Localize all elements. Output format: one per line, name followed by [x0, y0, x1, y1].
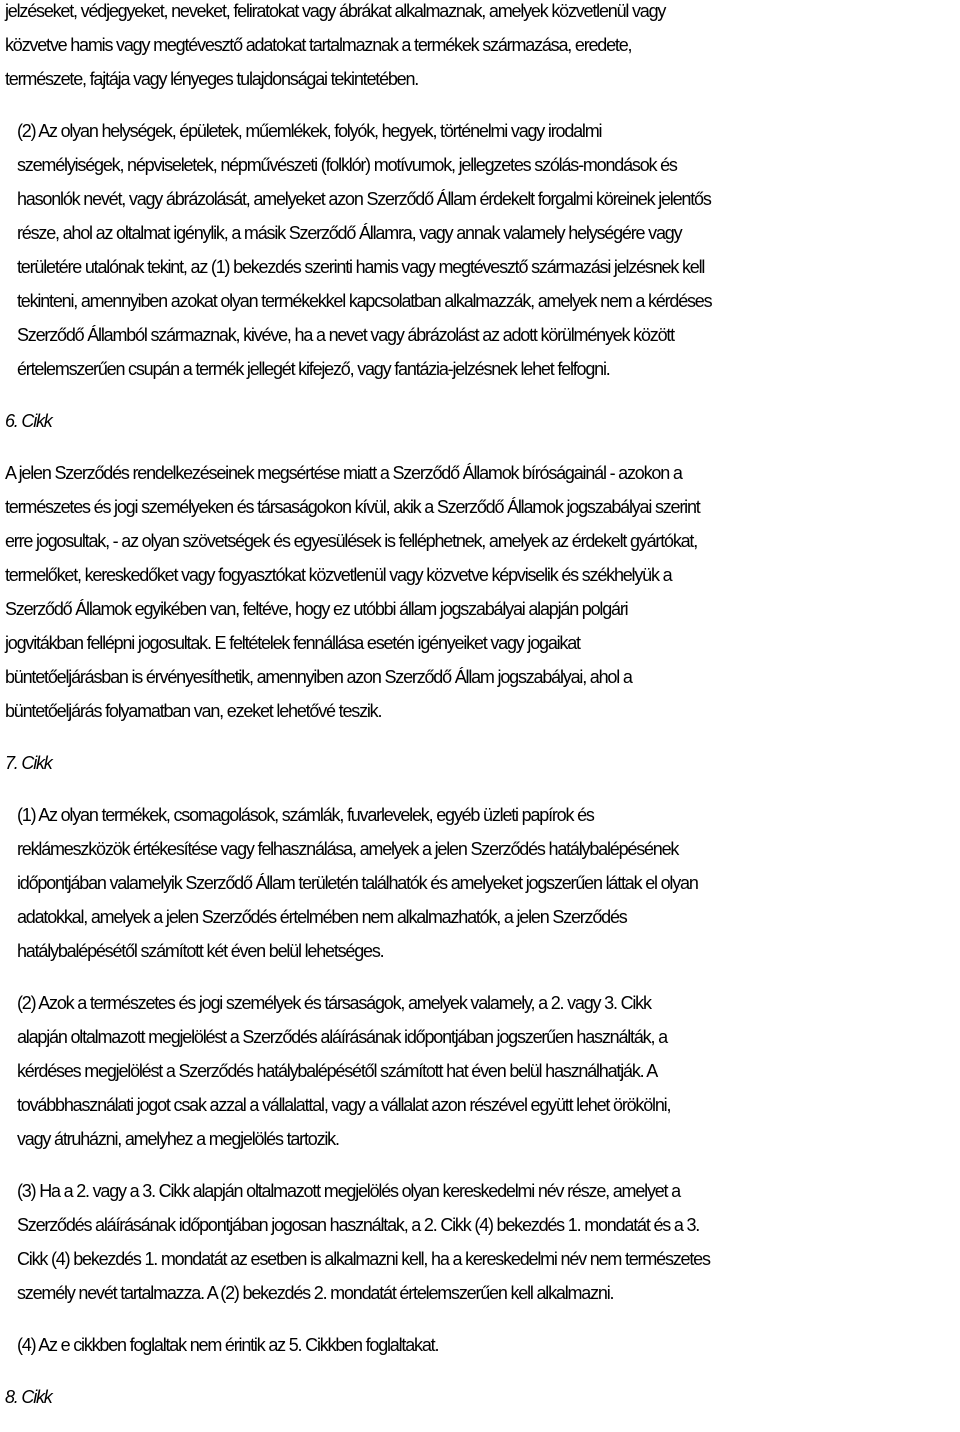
text-line: Szerződő Államból származnak, kivéve, ha a nevet vagy ábrázolást az adott körülmények között: [17, 325, 674, 345]
text-line: adatokkal, amelyek a jelen Szerződés értelmében nem alkalmazhatók, a jelen Szerződés: [17, 907, 627, 927]
text-line: A jelen Szerződés rendelkezéseinek megsértése miatt a Szerződő Államok bíróságainál - azokon a: [5, 463, 682, 483]
text-line: területére utalónak tekint, az (1) bekezdés szerinti hamis vagy megtévesztő származási jelzésnek kell: [17, 257, 705, 277]
text-line: személy nevét tartalmazza. A (2) bekezdés 2. mondatát értelemszerűen kell alkalmazni.: [17, 1283, 614, 1303]
text-line: reklámeszközök értékesítése vagy felhasználása, amelyek a jelen Szerződés hatálybalépésének: [17, 839, 679, 859]
text-line: időpontjában valamelyik Szerződő Állam területén találhatók és amelyeket jogszerűen láttak el olyan: [17, 873, 698, 893]
text-line: jelzéseket, védjegyeket, neveket, feliratokat vagy ábrákat alkalmaznak, amelyek közvetlenül vagy: [5, 1, 666, 21]
text-line: (1) Az olyan termékek, csomagolások, számlák, fuvarlevelek, egyéb üzleti papírok és: [17, 805, 594, 825]
text-line: 7. Cikk: [5, 753, 52, 773]
text-line: Szerződő Államok egyikében van, feltéve, hogy ez utóbbi állam jogszabályai alapján polgári: [5, 599, 628, 619]
text-line: személyiségek, népviseletek, népművészeti (folklór) motívumok, jellegzetes szólás-mondások és: [17, 155, 677, 175]
text-line: jogvitákban fellépni jogosultak. E feltételek fennállása esetén igényeiket vagy jogaikat: [5, 633, 580, 653]
text-line: része, ahol az oltalmat igénylik, a másik Szerződő Államra, vagy annak valamely helységére vagy: [17, 223, 682, 243]
article-heading: [5, 1380, 957, 1414]
text-line: természete, fajtája vagy lényeges tulajdonságai tekintetében.: [5, 69, 419, 89]
text-line: büntetőeljárásban is érvényesíthetik, amennyiben azon Szerződő Állam jogszabályai, ahol a: [5, 667, 632, 687]
text-line: értelemszerűen csupán a termék jellegét kifejező, vagy fantázia-jelzésnek lehet felfogni.: [17, 359, 610, 379]
text-line: büntetőeljárás folyamatban van, ezeket lehetővé teszik.: [5, 701, 382, 721]
text-line: erre jogosultak, - az olyan szövetségek és egyesülések is felléphetnek, amelyek az érdekelt gyártókat,: [5, 531, 698, 551]
paragraph: [5, 114, 957, 386]
text-line: természetes és jogi személyeken és társaságokon kívül, akik a Szerződő Államok jogszabályai szerint: [5, 497, 700, 517]
paragraph: [5, 798, 957, 968]
text-line: Szerződés aláírásának időpontjában jogosan használtak, a 2. Cikk (4) bekezdés 1. mondatát és a 3.: [17, 1215, 700, 1235]
article-heading: [5, 404, 957, 438]
paragraph: [5, 456, 957, 728]
text-line: közvetve hamis vagy megtévesztő adatokat tartalmaznak a termékek származása, eredete,: [5, 35, 632, 55]
text-line: vagy átruházni, amelyhez a megjelölés tartozik.: [17, 1129, 339, 1149]
text-line: (2) Az olyan helységek, épületek, műemlékek, folyók, hegyek, történelmi vagy irodalmi: [17, 121, 602, 141]
text-line: 6. Cikk: [5, 411, 52, 431]
text-line: termelőket, kereskedőket vagy fogyasztókat közvetlenül vagy közvetve képviselik és székhelyük a: [5, 565, 672, 585]
text-line: kérdéses megjelölést a Szerződés hatálybalépésétől számított hat éven belül használhatják. A: [17, 1061, 658, 1081]
text-line: Cikk (4) bekezdés 1. mondatát az esetben is alkalmazni kell, ha a kereskedelmi név nem természetes: [17, 1249, 710, 1269]
paragraph: [5, 986, 957, 1156]
paragraph: [5, 1328, 957, 1362]
text-line: hasonlók nevét, vagy ábrázolását, amelyeket azon Szerződő Állam érdekelt forgalmi köreinek jelentős: [17, 189, 711, 209]
text-line: (4) Az e cikkben foglaltak nem érintik az 5. Cikkben foglaltakat.: [17, 1335, 439, 1355]
paragraph: [5, 1174, 957, 1310]
text-line: alapján oltalmazott megjelölést a Szerződés aláírásának időpontjában jogszerűen használták, a: [17, 1027, 667, 1047]
text-line: (2) Azok a természetes és jogi személyek és társaságok, amelyek valamely, a 2. vagy 3. Cikk: [17, 993, 651, 1013]
paragraph: [5, 0, 957, 96]
text-line: továbbhasználati jogot csak azzal a vállalattal, vagy a vállalat azon részével együtt lehet örökölni,: [17, 1095, 671, 1115]
article-heading: [5, 746, 957, 780]
text-line: hatálybalépésétől számított két éven belül lehetséges.: [17, 941, 384, 961]
document-page: [5, 0, 957, 1432]
text-line: tekinteni, amennyiben azokat olyan termékekkel kapcsolatban alkalmazzák, amelyek nem a kérdéses: [17, 291, 712, 311]
text-line: 8. Cikk: [5, 1387, 52, 1407]
text-line: (3) Ha a 2. vagy a 3. Cikk alapján oltalmazott megjelölés olyan kereskedelmi név része, amelyet a: [17, 1181, 680, 1201]
